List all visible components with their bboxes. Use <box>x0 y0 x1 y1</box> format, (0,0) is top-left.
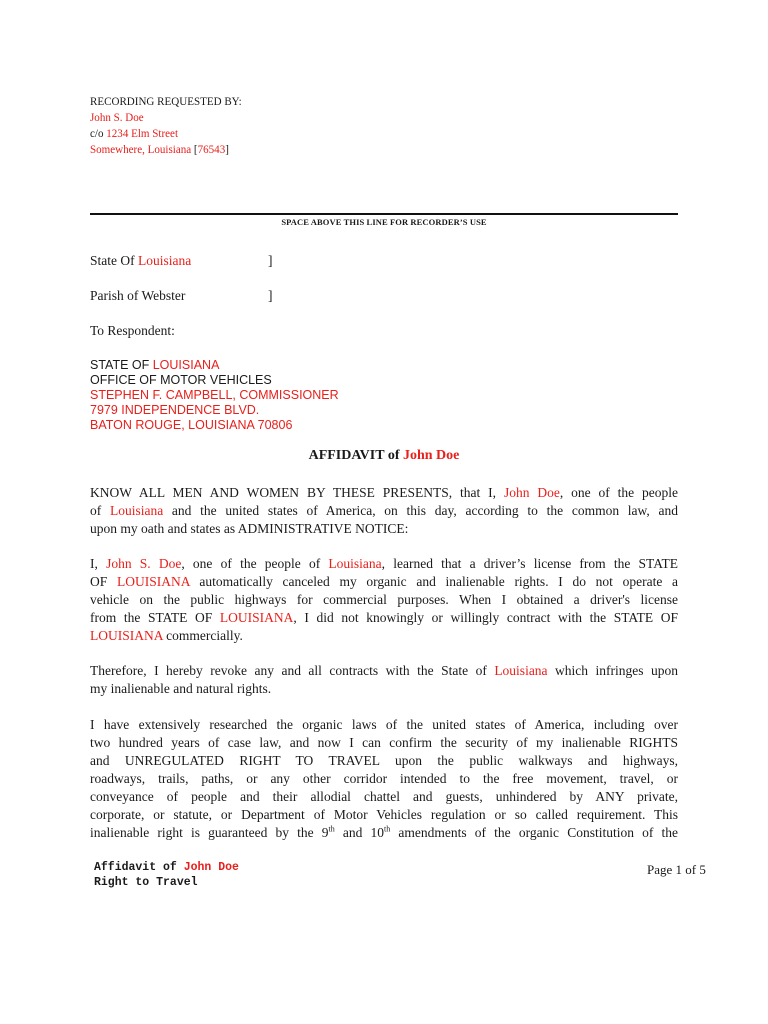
state-run: Louisiana <box>328 556 382 571</box>
text-run: commercially. <box>162 628 243 643</box>
recorder-note: SPACE ABOVE THIS LINE FOR RECORDER’S USE <box>281 217 487 227</box>
text-run: , one of the people <box>559 485 678 500</box>
para-line: my inalienable and natural rights. <box>90 681 272 696</box>
venue-state-prefix: State Of <box>90 253 138 268</box>
state-run: LOUISIANA <box>90 628 163 643</box>
respondent-line-3: STEPHEN F. CAMPBELL, COMMISSIONER <box>90 388 339 402</box>
paragraph-notice <box>90 484 678 538</box>
footer-subtitle: Right to Travel <box>94 876 198 889</box>
state-run: Louisiana <box>494 663 548 678</box>
text-run: I, <box>90 556 107 571</box>
paragraph-license <box>90 555 678 645</box>
respondent-label: To Respondent: <box>90 323 175 338</box>
text-run: of <box>90 503 110 518</box>
text-run: , one of the people of <box>181 556 329 571</box>
para-line <box>90 484 678 502</box>
recorder-divider <box>90 213 678 215</box>
venue-parish <box>90 288 273 304</box>
para-line: two hundred years of case law, and now I can confirm the security of my inalienable RIGHTS <box>90 735 678 750</box>
page-number: Page 1 of 5 <box>647 862 706 877</box>
para-line: conveyance of people and their allodial chattel and guests, unhindered by ANY private, <box>90 789 678 804</box>
recording-zip: 76543 <box>197 142 226 156</box>
name-run: John Doe <box>503 485 560 500</box>
zip-close-bracket: ] <box>225 142 229 156</box>
venue-state <box>90 253 273 269</box>
respondent-line-2: OFFICE OF MOTOR VEHICLES <box>90 373 272 387</box>
para-line: corporate, or statute, or Department of Motor Vehicles regulation or so called requirement. This <box>90 807 678 822</box>
text-run: , I did not knowingly or willingly contract with the STATE OF <box>293 610 678 625</box>
text-run: from the STATE OF <box>90 610 220 625</box>
ordinal-superscript: th <box>384 824 391 834</box>
respondent-line-5: BATON ROUGE, LOUISIANA 70806 <box>90 418 293 432</box>
para-line <box>90 555 678 573</box>
text-run: Therefore, I hereby revoke any and all contracts with the State of <box>90 663 495 678</box>
text-run: and 10 <box>334 825 385 840</box>
text-run: inalienable right is guaranteed by the 9 <box>90 825 329 840</box>
text-run: and the united states of America, on this day, according to the common law, and <box>163 503 678 518</box>
respondent-line-4: 7979 INDEPENDENCE BLVD. <box>90 403 260 417</box>
recording-label: RECORDING REQUESTED BY: <box>90 94 242 108</box>
page-footer <box>94 860 239 890</box>
para-line <box>90 609 678 627</box>
respondent-state-prefix: STATE OF <box>90 358 153 372</box>
title-name: John Doe <box>402 448 460 463</box>
para-line: roadways, trails, paths, or any other corridor intended to the free movement, travel, or <box>90 771 678 786</box>
text-run: KNOW ALL MEN AND WOMEN BY THESE PRESENTS, that I, <box>90 485 504 500</box>
respondent-state: LOUISIANA <box>152 358 220 372</box>
co-prefix: c/o <box>90 126 107 140</box>
text-run: which infringes upon <box>547 663 678 678</box>
venue-state-name: Louisiana <box>138 253 192 268</box>
recording-address-line <box>90 125 242 141</box>
para-line <box>90 824 678 842</box>
recording-block <box>90 93 242 157</box>
name-run: John S. Doe <box>106 556 182 571</box>
venue-parish-label: Parish of Webster <box>90 288 186 303</box>
text-run: automatically canceled my organic and inalienable rights. I do not operate a <box>189 574 678 589</box>
state-run: LOUISIANA <box>219 610 294 625</box>
state-run: LOUISIANA <box>116 574 190 589</box>
para-line: vehicle on the public highways for commercial purposes. When I obtained a driver's license <box>90 592 678 607</box>
venue-bracket: ] <box>268 253 273 268</box>
respondent-address <box>90 358 339 433</box>
zip-open-bracket: [ <box>193 142 198 156</box>
para-line <box>90 502 678 520</box>
text-run: , learned that a driver’s license from the STATE <box>381 556 678 571</box>
recording-name: John S. Doe <box>90 110 144 124</box>
para-line <box>90 573 678 591</box>
footer-title <box>94 860 239 875</box>
recording-city-line <box>90 141 242 157</box>
footer-name: John Doe <box>183 861 239 874</box>
recording-city: Somewhere, Louisiana <box>90 142 194 156</box>
para-line <box>90 627 678 645</box>
ordinal-superscript: th <box>328 824 335 834</box>
para-line: I have extensively researched the organic laws of the united states of America, including over <box>90 717 678 732</box>
footer-prefix: Affidavit of <box>94 861 184 874</box>
text-run: OF <box>90 574 117 589</box>
para-line <box>90 662 678 680</box>
respondent-line-1 <box>90 358 339 373</box>
para-line: upon my oath and states as ADMINISTRATIVE NOTICE: <box>90 521 409 536</box>
text-run: amendments of the organic Constitution of the <box>390 825 678 840</box>
paragraph-revoke <box>90 662 678 698</box>
recording-street: 1234 Elm Street <box>106 126 179 140</box>
venue-bracket: ] <box>268 288 273 303</box>
paragraph-research <box>90 716 678 842</box>
affidavit-title <box>90 448 678 464</box>
title-prefix: AFFIDAVIT of <box>308 448 403 463</box>
state-run: Louisiana <box>109 503 164 518</box>
para-line: and UNREGULATED RIGHT TO TRAVEL upon the public walkways and highways, <box>90 753 678 768</box>
